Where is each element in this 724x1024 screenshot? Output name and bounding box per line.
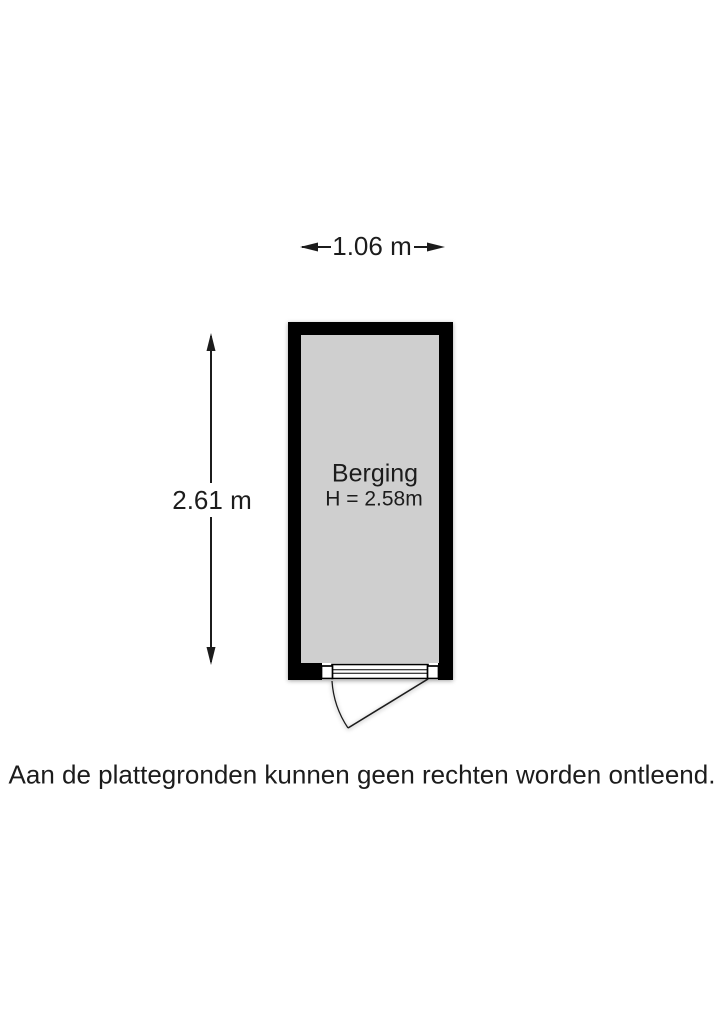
door-leaf — [348, 679, 428, 728]
room-name-label: Berging — [331, 459, 419, 488]
arrowhead-up-icon — [207, 333, 216, 351]
door — [322, 663, 439, 728]
arrowhead-down-icon — [207, 647, 216, 665]
door-swing-arc — [332, 681, 348, 728]
disclaimer-text: Aan de plattegronden kunnen geen rechten worden ontleend. — [8, 759, 716, 790]
door-threshold — [332, 665, 428, 679]
arrowhead-left-icon — [300, 243, 318, 252]
door-jamb-left — [322, 666, 333, 679]
room-berging — [288, 322, 453, 728]
depth-dimension-label: 2.61 m — [172, 485, 252, 515]
width-dimension-label: 1.06 m — [332, 231, 412, 261]
door-jamb-right — [428, 666, 439, 679]
arrowhead-right-icon — [427, 243, 445, 252]
room-ceiling-height-label: H = 2.58m — [325, 487, 423, 511]
